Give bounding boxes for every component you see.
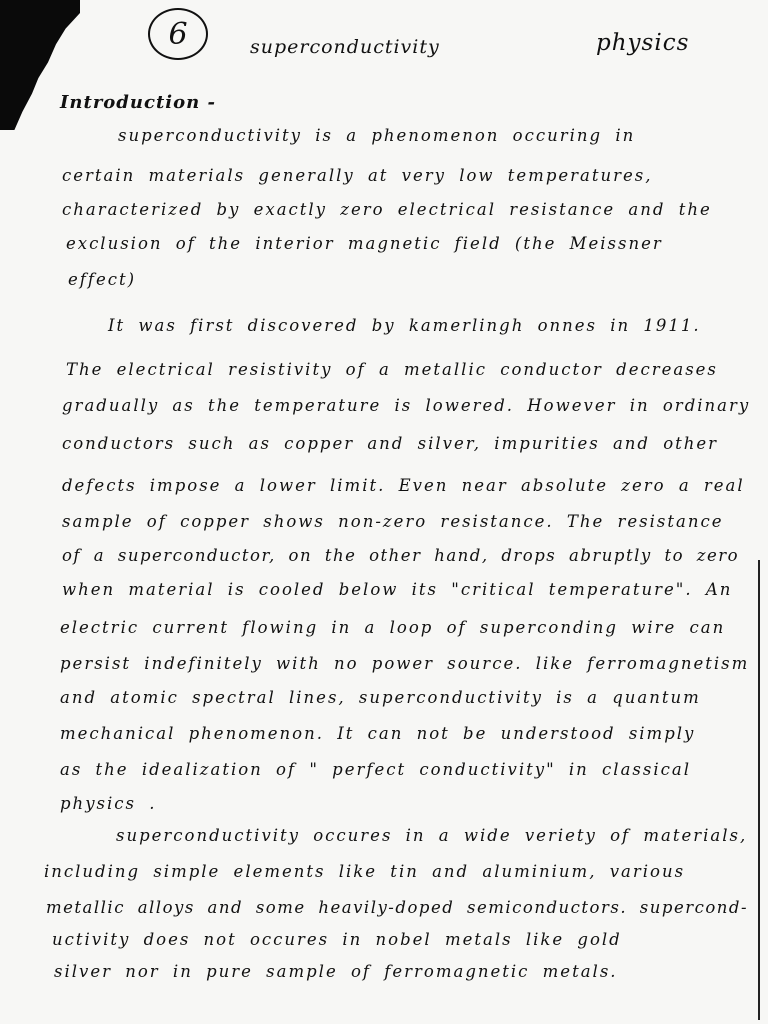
text-line: persist indefinitely with no power source. like ferromagnetism [60, 654, 750, 673]
page-number-text: 6 [168, 16, 188, 52]
text-line: when material is cooled below its "critical temperature". An [62, 580, 733, 599]
text-line: effect) [68, 270, 137, 289]
page-title: superconductivity [250, 36, 440, 58]
text-line: uctivity does not occures in nobel metals like gold [52, 930, 622, 949]
text-line: metallic alloys and some heavily-doped semiconductors. supercond- [46, 898, 749, 917]
section-heading: Introduction - [60, 92, 216, 113]
text-line: defects impose a lower limit. Even near absolute zero a real [62, 476, 745, 495]
text-line: superconductivity is a phenomenon occuring in [118, 126, 636, 145]
page-number [148, 8, 208, 60]
text-line: exclusion of the interior magnetic field (the Meissner [66, 234, 663, 253]
text-line: electric current flowing in a loop of superconding wire can [60, 618, 726, 637]
text-line: characterized by exactly zero electrical resistance and the [62, 200, 712, 219]
subject-label: physics [596, 30, 690, 56]
text-line: superconductivity occures in a wide veriety of materials, [116, 826, 748, 845]
text-line: as the idealization of " perfect conductivity" in classical [60, 760, 691, 779]
text-line: silver nor in pure sample of ferromagnetic metals. [54, 962, 618, 981]
text-line: physics . [60, 794, 157, 813]
text-line: conductors such as copper and silver, impurities and other [62, 434, 719, 453]
page-edge-line [758, 560, 760, 1020]
text-line: It was first discovered by kamerlingh onnes in 1911. [108, 316, 701, 335]
text-line: of a superconductor, on the other hand, drops abruptly to zero [62, 546, 740, 565]
text-line: The electrical resistivity of a metallic conductor decreases [66, 360, 718, 379]
text-line: mechanical phenomenon. It can not be understood simply [60, 724, 696, 743]
text-line: gradually as the temperature is lowered. However in ordinary [62, 396, 751, 415]
text-line: certain materials generally at very low temperatures, [62, 166, 653, 185]
text-line: sample of copper shows non-zero resistance. The resistance [62, 512, 724, 531]
text-line: including simple elements like tin and aluminium, various [44, 862, 686, 881]
text-line: and atomic spectral lines, superconductivity is a quantum [60, 688, 701, 707]
